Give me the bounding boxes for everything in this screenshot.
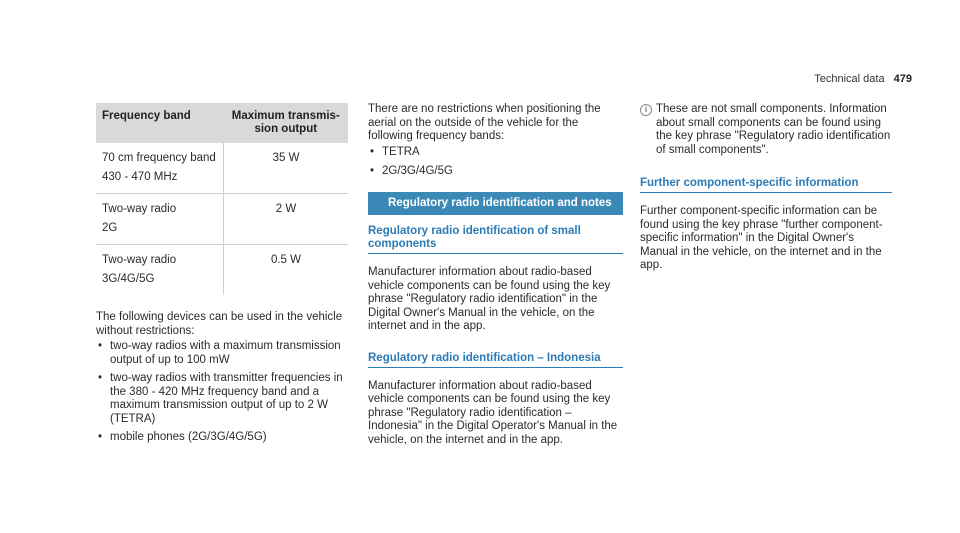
list-item: • two-way radios with a maximum transmission output of up to 100 mW: [96, 340, 351, 367]
table-cell-output: 2 W: [224, 194, 349, 245]
table-row: [96, 143, 348, 194]
list-item: • two-way radios with transmitter frequencies in the 380 - 420 MHz frequency band and a maximum transmission output of up to 2 W (TETRA): [96, 372, 351, 426]
table-cell-band: 70 cm frequency band 430 - 470 MHz: [96, 143, 224, 194]
devices-intro: The following devices can be used in the vehicle without restrictions:: [96, 311, 343, 337]
column-right: [640, 103, 892, 273]
bands-list: [368, 146, 623, 179]
paragraph-indonesia: Manufacturer information about radio-based vehicle components can be found using the key phrase "Regulatory radio identification – Indonesia" in the Digital Operator's Manual in the vehicle, on the internet and in the app.: [368, 379, 618, 446]
subheading-further-info: Further component-specific information: [640, 177, 892, 193]
subheading-small-components: Regulatory radio identification of small components: [368, 225, 623, 254]
table-header-row: [96, 103, 348, 143]
table-cell-band: Two-way radio 2G: [96, 194, 224, 245]
aerial-intro: There are no restrictions when positioning the aerial on the outside of the vehicle for the following frequency bands:: [368, 103, 601, 142]
frequency-table: [96, 103, 348, 295]
table-cell-output: 35 W: [224, 143, 349, 194]
page-number: 479: [893, 73, 912, 85]
table-cell-output: 0.5 W: [270, 254, 302, 266]
list-item: • mobile phones (2G/3G/4G/5G): [96, 431, 351, 445]
section-title: Technical data: [814, 73, 885, 85]
paragraph-further-info: Further component-specific information can be found using the key phrase "further component-specific information" in the Digital Owner's Manual in the vehicle, on the internet and in the app.: [640, 205, 883, 271]
subheading-indonesia: Regulatory radio identification – Indonesia: [368, 352, 623, 368]
table-row: [96, 194, 348, 245]
devices-list: [96, 340, 351, 445]
page-header: [814, 73, 912, 87]
table-cell-band: Two-way radio 3G/4G/5G: [96, 245, 224, 296]
section-banner: Regulatory radio identification and notes: [368, 192, 623, 216]
info-icon: i: [640, 104, 652, 116]
list-item: • 2G/3G/4G/5G: [368, 165, 623, 179]
column-left: [96, 103, 351, 450]
column-middle: [368, 103, 623, 447]
paragraph-small-components: Manufacturer information about radio-based vehicle components can be found using the key phrase "Regulatory radio identification" in the Digital Owner's Manual in the vehicle, on the internet and in the app.: [368, 266, 611, 332]
col-header-max-output: Maximum transmis- sion output: [224, 103, 349, 143]
info-note: [640, 103, 892, 157]
table-row: [96, 245, 348, 296]
col-header-frequency-band: Frequency band: [96, 103, 224, 143]
list-item: • TETRA: [368, 146, 623, 160]
info-note-text: These are not small components. Information about small components can be found using the key phrase "Regulatory radio identification of small components".: [656, 103, 891, 156]
